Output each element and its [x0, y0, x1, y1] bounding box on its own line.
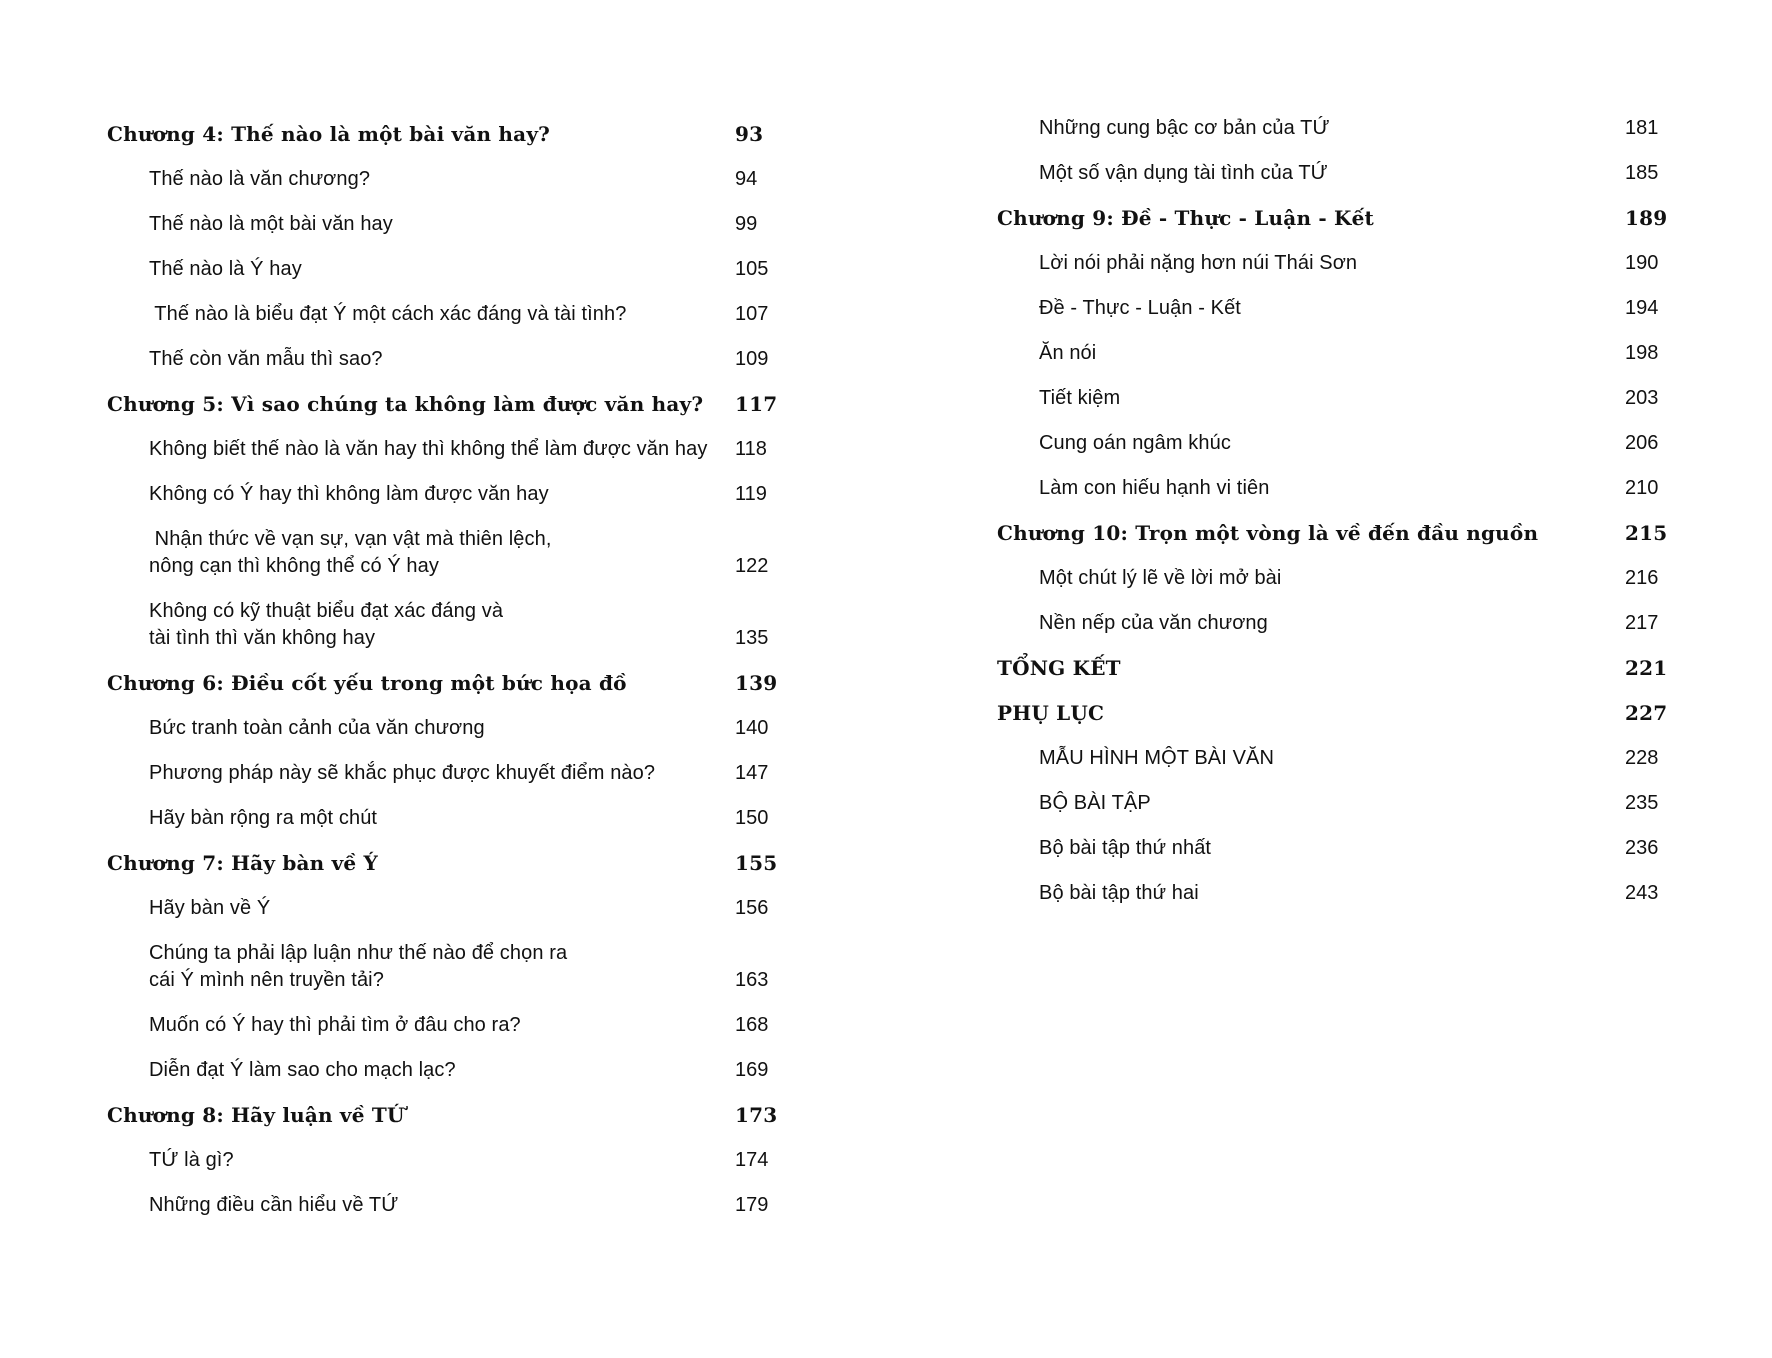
entry-title: [1039, 160, 1328, 187]
entry-title: [1039, 790, 1151, 817]
toc-chapter-entry: [107, 1093, 807, 1138]
entry-title-line: Chương 7: Hãy bàn về Ý: [107, 851, 378, 875]
entry-title-line: Một số vận dụng tài tình của TỨ: [1039, 162, 1328, 184]
entry-page-number: 147: [735, 762, 769, 784]
entry-page-number: 179: [735, 1194, 769, 1216]
toc-chapter-entry: [997, 646, 1697, 691]
entry-page-number: 206: [1625, 432, 1659, 454]
entry-page-number: 155: [735, 851, 778, 875]
toc-section-entry: [107, 517, 807, 589]
entry-title: [1039, 250, 1357, 277]
entry-title-line: Chương 9: Đề - Thực - Luận - Kết: [997, 206, 1374, 230]
toc-section-entry: [997, 781, 1697, 826]
entry-title: [1039, 745, 1274, 772]
entry-title: [149, 436, 707, 463]
entry-title-line: Không có Ý hay thì không làm được văn hay: [149, 483, 549, 505]
entry-title-line: Hãy bàn rộng ra một chút: [149, 807, 378, 829]
toc-section-entry: [107, 751, 807, 796]
toc-chapter-entry: [107, 112, 807, 157]
entry-title-line: cái Ý mình nên truyền tải?: [149, 969, 384, 991]
entry-title: [149, 805, 377, 832]
toc-section-entry: [107, 427, 807, 472]
entry-title-line: Chương 5: Vì sao chúng ta không làm được văn hay?: [107, 392, 704, 416]
entry-page-number: 215: [1625, 521, 1668, 545]
entry-title-line: Lời nói phải nặng hơn núi Thái Sơn: [1039, 252, 1358, 274]
entry-title-line: Thế nào là một bài văn hay: [149, 213, 393, 235]
toc-right-column: [997, 106, 1697, 916]
entry-title: [1039, 610, 1268, 637]
toc-section-entry: [997, 556, 1697, 601]
entry-title: [1039, 430, 1231, 457]
entry-title: [149, 256, 302, 283]
entry-title: [1039, 835, 1211, 862]
toc-section-entry: [997, 151, 1697, 196]
toc-chapter-entry: [997, 691, 1697, 736]
toc-section-entry: [107, 931, 807, 1003]
entry-title: [149, 760, 655, 787]
entry-title-line: Chương 8: Hãy luận về TỨ: [107, 1103, 405, 1127]
entry-title-line: BỘ BÀI TẬP: [1039, 792, 1151, 814]
entry-title: [1039, 475, 1269, 502]
entry-title: [997, 520, 1538, 547]
entry-page-number: 94: [735, 168, 758, 190]
entry-title-line: Thế nào là biểu đạt Ý một cách xác đáng và tài tình?: [149, 303, 627, 325]
entry-title-line: Một chút lý lẽ về lời mở bài: [1039, 567, 1282, 589]
entry-title-line: Thế còn văn mẫu thì sao?: [149, 348, 383, 370]
entry-title: [1039, 115, 1330, 142]
entry-title-line: Đề - Thực - Luận - Kết: [1039, 297, 1241, 319]
entry-title: [1039, 385, 1120, 412]
entry-title-line: Hãy bàn về Ý: [149, 897, 271, 919]
entry-page-number: 156: [735, 897, 769, 919]
entry-title: [149, 166, 370, 193]
entry-title-line: Chương 10: Trọn một vòng là về đến đầu nguồn: [997, 521, 1539, 545]
entry-page-number: 99: [735, 213, 758, 235]
entry-title-line: Bộ bài tập thứ hai: [1039, 882, 1199, 904]
entry-title: [107, 391, 703, 418]
toc-section-entry: [997, 241, 1697, 286]
entry-page-number: 140: [735, 717, 769, 739]
toc-section-entry: [997, 601, 1697, 646]
entry-title-line: Cung oán ngâm khúc: [1039, 432, 1231, 454]
entry-title: [149, 346, 383, 373]
entry-page-number: 135: [735, 627, 769, 649]
toc-section-entry: [997, 871, 1697, 916]
entry-title: [997, 700, 1104, 727]
toc-section-entry: [107, 1183, 807, 1228]
entry-page-number: 203: [1625, 387, 1659, 409]
entry-page-number: 198: [1625, 342, 1659, 364]
entry-page-number: 163: [735, 969, 769, 991]
toc-section-entry: [997, 331, 1697, 376]
toc-section-entry: [107, 472, 807, 517]
toc-section-entry: [997, 736, 1697, 781]
entry-title: [107, 670, 627, 697]
toc-chapter-entry: [997, 196, 1697, 241]
entry-page-number: 194: [1625, 297, 1659, 319]
toc-section-entry: [107, 1003, 807, 1048]
entry-title: [149, 301, 626, 328]
entry-page-number: 181: [1625, 117, 1659, 139]
entry-title-line: tài tình thì văn không hay: [149, 627, 376, 649]
entry-title-line: Muốn có Ý hay thì phải tìm ở đâu cho ra?: [149, 1014, 521, 1036]
entry-title: [149, 526, 552, 580]
toc-section-entry: [107, 589, 807, 661]
entry-title-line: Không biết thế nào là văn hay thì không thể làm được văn hay: [149, 438, 708, 460]
toc-section-entry: [107, 886, 807, 931]
entry-page-number: 117: [735, 392, 778, 416]
entry-title-line: Thế nào là văn chương?: [149, 168, 371, 190]
entry-title-line: Ăn nói: [1039, 342, 1097, 364]
entry-page-number: 105: [735, 258, 769, 280]
toc-left-column: [107, 112, 807, 1228]
entry-title: [149, 598, 503, 652]
entry-title-line: Chương 4: Thế nào là một bài văn hay?: [107, 122, 551, 146]
entry-page-number: 168: [735, 1014, 769, 1036]
entry-page-number: 228: [1625, 747, 1659, 769]
entry-title: [107, 121, 550, 148]
toc-section-entry: [107, 1138, 807, 1183]
entry-page-number: 185: [1625, 162, 1659, 184]
entry-title: [107, 1102, 405, 1129]
entry-title-line: Phương pháp này sẽ khắc phục được khuyết điểm nào?: [149, 762, 656, 784]
entry-title-line: nông cạn thì không thể có Ý hay: [149, 555, 439, 577]
toc-chapter-entry: [997, 511, 1697, 556]
entry-title-line: MẪU HÌNH MỘT BÀI VĂN: [1039, 747, 1274, 769]
entry-title: [149, 1192, 398, 1219]
entry-title: [149, 895, 270, 922]
entry-title: [997, 205, 1374, 232]
entry-page-number: 227: [1625, 701, 1668, 725]
entry-title: [149, 1057, 456, 1084]
toc-section-entry: [107, 157, 807, 202]
entry-title: [149, 715, 485, 742]
entry-page-number: 190: [1625, 252, 1659, 274]
entry-title: [1039, 295, 1241, 322]
entry-title-line: Diễn đạt Ý làm sao cho mạch lạc?: [149, 1059, 456, 1081]
entry-title-line: Bức tranh toàn cảnh của văn chương: [149, 717, 485, 739]
toc-section-entry: [997, 826, 1697, 871]
entry-title: [149, 940, 567, 994]
entry-page-number: 139: [735, 671, 778, 695]
toc-section-entry: [107, 337, 807, 382]
entry-title-line: Chúng ta phải lập luận như thế nào để chọn ra: [149, 942, 568, 964]
entry-title-line: Bộ bài tập thứ nhất: [1039, 837, 1212, 859]
entry-page-number: 243: [1625, 882, 1659, 904]
entry-page-number: 235: [1625, 792, 1659, 814]
entry-page-number: 210: [1625, 477, 1659, 499]
entry-title-line: Chương 6: Điều cốt yếu trong một bức họa đồ: [107, 671, 627, 695]
toc-section-entry: [107, 202, 807, 247]
entry-page-number: 173: [735, 1103, 778, 1127]
entry-title-line: Những cung bậc cơ bản của TỨ: [1039, 117, 1330, 139]
entry-title-line: TỨ là gì?: [149, 1149, 234, 1171]
entry-title-line: Không có kỹ thuật biểu đạt xác đáng và: [149, 600, 504, 622]
entry-title: [107, 850, 378, 877]
entry-title: [997, 655, 1121, 682]
entry-page-number: 189: [1625, 206, 1668, 230]
entry-title: [1039, 880, 1199, 907]
toc-section-entry: [107, 247, 807, 292]
entry-title-line: Thế nào là Ý hay: [149, 258, 302, 280]
toc-chapter-entry: [107, 661, 807, 706]
entry-page-number: 216: [1625, 567, 1659, 589]
toc-section-entry: [107, 706, 807, 751]
entry-title: [1039, 340, 1096, 367]
entry-page-number: 109: [735, 348, 769, 370]
entry-page-number: 150: [735, 807, 769, 829]
entry-title: [149, 1147, 234, 1174]
entry-title-line: Nhận thức về vạn sự, vạn vật mà thiên lệch,: [149, 528, 552, 550]
entry-page-number: 119: [735, 483, 767, 505]
entry-page-number: 236: [1625, 837, 1659, 859]
entry-page-number: 217: [1625, 612, 1659, 634]
toc-section-entry: [107, 1048, 807, 1093]
entry-title: [149, 211, 393, 238]
toc-chapter-entry: [107, 841, 807, 886]
entry-title-line: TỔNG KẾT: [997, 656, 1121, 680]
toc-section-entry: [997, 421, 1697, 466]
toc-section-entry: [997, 466, 1697, 511]
toc-section-entry: [107, 292, 807, 337]
entry-title: [1039, 565, 1281, 592]
entry-page-number: 221: [1625, 656, 1668, 680]
toc-section-entry: [997, 376, 1697, 421]
entry-page-number: 93: [735, 122, 764, 146]
entry-title-line: Tiết kiệm: [1039, 387, 1121, 409]
entry-page-number: 122: [735, 555, 769, 577]
toc-chapter-entry: [107, 382, 807, 427]
entry-title-line: Làm con hiếu hạnh vi tiên: [1039, 477, 1270, 499]
entry-title-line: Nền nếp của văn chương: [1039, 612, 1268, 634]
entry-title-line: PHỤ LỤC: [997, 701, 1105, 725]
entry-title-line: Những điều cần hiểu về TỨ: [149, 1194, 399, 1216]
entry-page-number: 169: [735, 1059, 769, 1081]
toc-section-entry: [107, 796, 807, 841]
toc-section-entry: [997, 286, 1697, 331]
toc-section-entry: [997, 106, 1697, 151]
entry-page-number: 174: [735, 1149, 769, 1171]
entry-title: [149, 481, 549, 508]
entry-title: [149, 1012, 521, 1039]
entry-page-number: 118: [735, 438, 767, 460]
entry-page-number: 107: [735, 303, 769, 325]
